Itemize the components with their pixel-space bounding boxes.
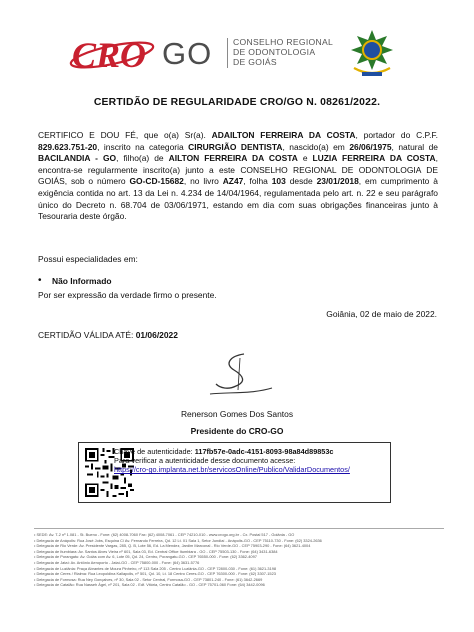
body-text: , folha (243, 176, 268, 187)
auth-key-value: 117fb57e-0adc-4151-8093-98a84d89853c (194, 447, 334, 456)
validity-date: 01/06/2022 (135, 330, 178, 340)
certificate-body (38, 130, 438, 223)
body-text: , inscrito na categoria (97, 141, 184, 152)
validity (38, 330, 178, 340)
page-number: 103 (271, 176, 286, 187)
issue-date: Goiânia, 02 de maio de 2022. (326, 309, 437, 319)
body-text: , natural de (391, 141, 438, 152)
holder-name: ADAILTON FERREIRA DA COSTA (211, 130, 356, 140)
verify-instructions: Para verificar a autenticidade desse documento acesse: (114, 456, 296, 466)
birth-date: 26/06/1975 (349, 141, 392, 152)
footer-line: • Delegacia de Rio Verde: Av. Presidente Vargas, 285, Q. B, Lote 56, Ed. La Mendez, Jardim Marconal - Rio Verde-GO - CEP 75903-290 - Fone: (64) 3621-4004 (34, 543, 311, 549)
region-label: GO (162, 36, 213, 71)
mother-name: LUZIA FERREIRA DA COSTA (312, 153, 436, 164)
org-name-line1: CONSELHO REGIONAL (233, 37, 334, 47)
certificate-title: CERTIDÃO DE REGULARIDADE CRO/GO N. 08261/2022. (93, 97, 381, 108)
body-text: , filho(a) de (116, 153, 164, 164)
footer-line: • SEDE: Av. T-2 nº 1.081 - St. Bueno - Fone: (62) 4008-7060 Fax: (62) 4008-7061 - CEP 74210-010 - www.crogo.org.br - Cx. Postal 517 - Goiânia - GO (34, 532, 295, 537)
footer-addresses (34, 528, 444, 588)
specialties-label: Possui especialidades em: (38, 254, 138, 264)
footer-line: • Delegacia de Jataí: Av. Antônio Aeroporto - Jataí-GO - CEP 75800-000 - Fone: (64) 3631-5776 (34, 559, 200, 565)
body-text: desde (289, 176, 313, 187)
body-text: e (302, 153, 308, 164)
validity-label: CERTIDÃO VÁLIDA ATÉ: (38, 330, 134, 340)
auth-key-label: Chave de autenticidade: (114, 447, 193, 456)
footer-line: • Delegacia de Formosa: Rua Ney Gonçalves, nº 30, Sala 02 - Setor Central, Formosa-GO - CEP 73801-240 - Fone: (61) 3642-2669 (34, 576, 263, 582)
footer-line: • Delegacia de Anápolis: Rua José Jobs, Esquina C/ Av. Fernando Ferreira, Qd. 12 Lt. 01 Sala 1, Setor Jundiaí - Anápolis-GO - CEP 75110-730 - Fone: (62) 3324-2636 (34, 537, 322, 543)
signer-name: Renerson Gomes Dos Santos (180, 409, 294, 419)
national-coat-of-arms-icon (346, 28, 398, 78)
signer-title: Presidente do CRO-GO (190, 426, 284, 436)
specialty-item: Não Informado (52, 276, 112, 286)
cpf-number: 829.623.751-20 (38, 141, 98, 152)
signature-icon (200, 350, 280, 402)
footer-line: • Delegacia de Itumbiara: Av. Santos Alves Vieira nº 601, Sala 03, Ed. Central Office Itumbiara - GO - CEP 75503-130 - Fone: (64) 3431-6384 (34, 548, 278, 554)
verify-link[interactable]: https://cro-go.implanta.net.br/servicosOnline/Publico/ValidarDocumentos/ (114, 465, 350, 475)
cro-logo-text: CRO (72, 35, 147, 75)
category: CIRURGIÃO DENTISTA (188, 141, 283, 152)
footer-line: • Delegacia de Catalão: Rua Nasseh Ágel, nº 201, Sala 02 - Edf. Vitória, Centro Catalão - GO - CEP 75701-060 Fone: (64) 3442-0096 (34, 582, 265, 588)
registration-number: GO-CD-15682 (129, 176, 184, 187)
registration-date: 23/01/2018 (316, 176, 359, 187)
birthplace: BACILANDIA - GO (38, 153, 117, 164)
closing-statement: Por ser expressão da verdade firmo o presente. (38, 290, 217, 300)
footer-line: • Delegacia de Porangatu: Av. Goiás com Av. 6, Lote 05, Qd. 24, Centro, Porangatu-GO - CEP 76550-000 - Fone: (62) 3362-4097 (34, 554, 257, 560)
cro-logo-icon (68, 33, 156, 75)
body-text: CERTIFICO E DOU FÉ, que o(a) Sr(a). (38, 130, 206, 140)
body-text: , em cumprimento à exigência contida no art. 13 da Lei n. 4.234 de 14/04/1964, regulamentada pelo art. n. 22 e seu parágrafo único do Decreto n. 68.704 de 03/06/1971, estando em dia com suas obrigações financeiras junto à Tesouraria deste órgão. (38, 176, 438, 222)
body-text: , portador do C.P.F. (355, 130, 438, 140)
org-name (233, 37, 333, 67)
body-text: , no livro (183, 176, 219, 187)
book-number: AZ47 (222, 176, 244, 187)
body-text: , encontra-se regularmente inscrito(a) junto a este CONSELHO REGIONAL DE ODONTOLOGIA DE GOIÁS, sob o número (38, 153, 438, 187)
authenticity-info (114, 447, 384, 475)
father-name: AILTON FERREIRA DA COSTA (168, 153, 298, 164)
org-name-line3: DE GOIÁS (233, 57, 277, 67)
bullet-icon: • (38, 275, 42, 286)
body-text: , nascido(a) em (282, 141, 345, 152)
footer-line: • Delegacia de Ceres / Rialma: Rua Leopoldina Kallapolis, nº 501, Qd. 10, Lt. 18 Centro Ceres-GO - CEP 76300-000 - Fone: (62) 3307-1523 (34, 571, 276, 577)
org-name-line2: DE ODONTOLOGIA (233, 47, 316, 57)
footer-line: • Delegacia de Luziânia: Praça Abrantes de Moura Pinheiro, nº 113 Sala 205 - Centro Luziânia-GO - CEP 72800-030 - Fone: (61) 3621-3198 (34, 565, 277, 571)
logo-divider (227, 38, 228, 68)
